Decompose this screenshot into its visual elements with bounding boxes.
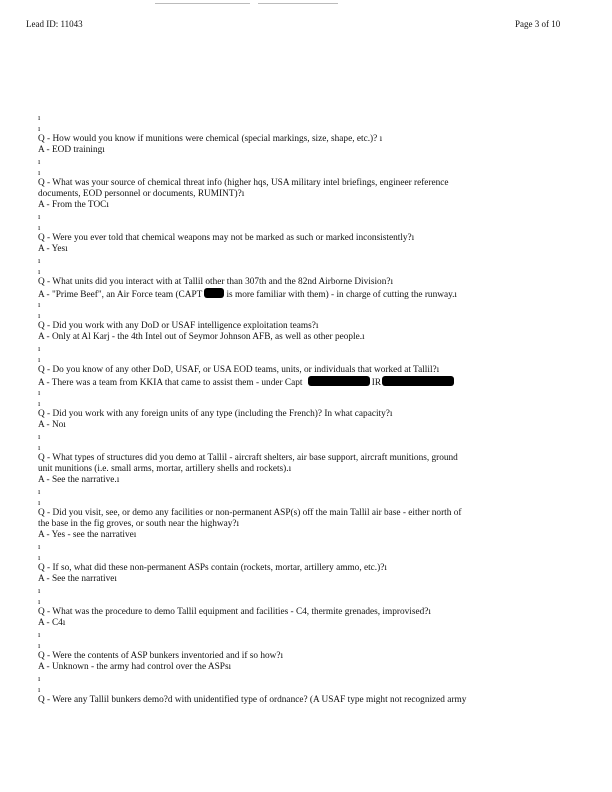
paragraph-mark: ı xyxy=(38,124,41,133)
paragraph-mark: ı xyxy=(38,630,41,639)
text-line: Q - What was the procedure to demo Tallil equipment and facilities - C4, thermite grenades, improvised?ı xyxy=(38,607,431,617)
paragraph-mark: ı xyxy=(38,256,41,265)
text-line: Q - What was your source of chemical threat info (higher hqs, USA military intel briefings, engineer reference xyxy=(38,178,449,188)
paragraph-mark: ı xyxy=(38,641,41,650)
text-line: Q - How would you know if munitions were chemical (special markings, size, shape, etc.)? ı xyxy=(38,134,383,144)
paragraph-mark: ı xyxy=(38,168,41,177)
paragraph-mark: ı xyxy=(38,674,41,683)
document-body xyxy=(38,112,598,706)
top-rule-right xyxy=(258,3,338,4)
text-line: unit munitions (i.e. small arms, mortar, artillery shells and rockets).ı xyxy=(38,464,292,474)
text-line: Q - What types of structures did you demo at Tallil - aircraft shelters, air base support, aircraft munitions, ground xyxy=(38,453,458,463)
redaction-block xyxy=(308,376,370,386)
paragraph-mark: ı xyxy=(38,498,41,507)
paragraph-mark: ı xyxy=(38,223,41,232)
text-line: A - EOD trainingı xyxy=(38,145,105,155)
text-line: Q - If so, what did these non-permanent ASPs contain (rockets, mortar, artillery ammo, etc.)?ı xyxy=(38,563,387,573)
text-line: Q - Were any Tallil bunkers demo?d with unidentified type of ordnance? (A USAF type might not recognized army xyxy=(38,695,467,705)
text-line-redacted xyxy=(38,288,598,299)
text-line: Q - Were the contents of ASP bunkers inventoried and if so how?ı xyxy=(38,651,284,661)
paragraph-mark: ı xyxy=(38,685,41,694)
text-line: documents, EOD personnel or documents, RUMINT)?ı xyxy=(38,189,245,199)
paragraph-mark: ı xyxy=(38,553,41,562)
text-line: Q - Did you work with any DoD or USAF intelligence exploitation teams?ı xyxy=(38,321,319,331)
text-line: the base in the fig groves, or south near the highway?ı xyxy=(38,519,240,529)
paragraph-mark: ı xyxy=(38,586,41,595)
text-segment: is more familiar with them) - in charge of cutting the runway.ı xyxy=(226,290,458,300)
text-line: A - See the narrativeı xyxy=(38,574,117,584)
text-line: A - Only at Al Karj - the 4th Intel out of Seymor Johnson AFB, as well as other people.ı xyxy=(38,332,365,342)
paragraph-mark: ı xyxy=(38,113,41,122)
paragraph-mark: ı xyxy=(38,443,41,452)
paragraph-mark: ı xyxy=(38,300,41,309)
text-line: A - Unknown - the army had control over the ASPsı xyxy=(38,662,232,672)
text-line: A - Noı xyxy=(38,420,66,430)
text-line: Q - Did you visit, see, or demo any facilities or non-permanent ASP(s) off the main Tallil air base - either north of xyxy=(38,508,462,518)
text-line: Q - Did you work with any foreign units of any type (including the French)? In what capacity?ı xyxy=(38,409,393,419)
text-line: A - Yes - see the narrativeı xyxy=(38,530,137,540)
text-line: A - From the TOCı xyxy=(38,200,109,210)
text-line: A - C4ı xyxy=(38,618,66,628)
text-line: A - See the narrative.ı xyxy=(38,475,120,485)
text-line: Q - Were you ever told that chemical weapons may not be marked as such or marked inconsistently?ı xyxy=(38,233,415,243)
paragraph-mark: ı xyxy=(38,157,41,166)
paragraph-mark: ı xyxy=(38,344,41,353)
text-line: A - Yesı xyxy=(38,244,68,254)
redaction-block xyxy=(204,288,224,298)
paragraph-mark: ı xyxy=(38,267,41,276)
paragraph-mark: ı xyxy=(38,597,41,606)
paragraph-mark: ı xyxy=(38,542,41,551)
text-segment: IR xyxy=(371,378,382,388)
top-rule-left xyxy=(155,3,250,4)
paragraph-mark: ı xyxy=(38,355,41,364)
text-segment: A - There was a team from KKIA that came to assist them - under Capt xyxy=(38,378,305,388)
paragraph-mark: ı xyxy=(38,311,41,320)
text-line: Q - What units did you interact with at Tallil other than 307th and the 82nd Airborne Division?ı xyxy=(38,277,394,287)
paragraph-mark: ı xyxy=(38,487,41,496)
text-line: Q - Do you know of any other DoD, USAF, or USA EOD teams, units, or individuals that worked at Tallil?ı xyxy=(38,365,440,375)
redaction-block xyxy=(382,376,454,386)
text-line-redacted xyxy=(38,376,598,387)
text-segment: A - "Prime Beef", an Air Force team (CAPT xyxy=(38,290,205,300)
paragraph-mark: ı xyxy=(38,399,41,408)
paragraph-mark: ı xyxy=(38,212,41,221)
page-number: Page 3 of 10 xyxy=(515,19,561,29)
lead-id: Lead ID: 11043 xyxy=(26,19,83,29)
paragraph-mark: ı xyxy=(38,432,41,441)
paragraph-mark: ı xyxy=(38,388,41,397)
